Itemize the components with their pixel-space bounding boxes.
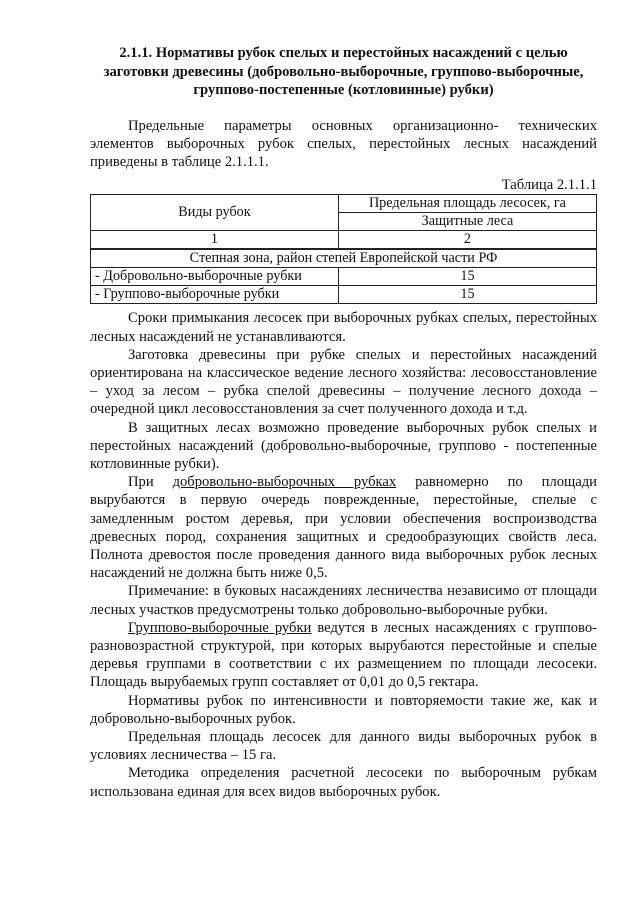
table-caption: Таблица 2.1.1.1	[501, 177, 597, 194]
intro-paragraph: Предельные параметры основных организационно- технических элементов выборочных рубок спелых, перестойных лесных насаждений приведены в таблице 2.1.1.1.	[90, 117, 597, 171]
term-selective-felling: добровольно-выборочных рубках	[172, 474, 397, 491]
paragraph-harvesting: Заготовка древесины при рубке спелых и перестойных насаждений ориентирована на классическое ведение лесного хозяйства: лесовосстановление – уход за лесом – рубка спелой древесины – получение лесного дохода – очередной цикл лесовосстановления за счет полученного дохода и т.д.	[90, 346, 597, 418]
row-max-area: 15	[338, 268, 596, 286]
text-run: При	[128, 474, 173, 491]
table-row	[91, 268, 597, 286]
felling-parameters-table	[90, 194, 597, 304]
document-page	[90, 44, 597, 801]
paragraph-protective-forests: В защитных лесах возможно проведение выборочных рубок спелых и перестойных насаждений (добровольно-выборочные, группово - постепенные котловинные рубки).	[90, 419, 597, 473]
paragraph-max-area: Предельная площадь лесосек для данного виды выборочных рубок в условиях лесничества – 15 га.	[90, 729, 597, 764]
zone-label: Степная зона, район степей Европейской части РФ	[91, 249, 597, 268]
header-protective-forests: Защитные леса	[338, 213, 596, 231]
row-felling-type: - Группово-выборочные рубки	[91, 286, 339, 304]
section-heading: 2.1.1. Нормативы рубок спелых и перестойных насаждений с целью заготовки древесины (добровольно-выборочные, группово-выборочные, группово-постепенные (котловинные) рубки)	[103, 45, 584, 99]
text-run: равномерно по площади вырубаются в первую очередь поврежденные, перестойные, спелые с замедленным ростом деревья, при условии обеспечения воспроизводства древесных пород, сохранения защитных и средообразующих свойств леса. Полнота древостоя после проведения данного вида выборочных рубок лесных насаждений не должна быть ниже 0,5.	[90, 474, 597, 582]
row-felling-type: - Добровольно-выборочные рубки	[91, 268, 339, 286]
paragraph-methodology: Методика определения расчетной лесосеки по выборочным рубкам использована единая для всех видов выборочных рубок.	[90, 765, 597, 800]
table-row	[91, 286, 597, 304]
header-felling-types: Виды рубок	[91, 195, 339, 231]
term-group-selective: Группово-выборочные рубки	[128, 619, 312, 636]
column-number-1: 1	[91, 231, 339, 250]
table-zone-row	[91, 249, 597, 268]
table-header-row	[91, 195, 597, 213]
paragraph-selective-felling	[90, 473, 597, 582]
paragraph-group-selective	[90, 619, 597, 692]
text-run: ведутся в лесных насаждениях с группово-разновозрастной структурой, при которых вырубаются перестойные и спелые деревья группами в соответствии с их размещением по площади лесосеки. Площадь вырубаемых групп составляет от 0,01 до 0,5 гектара.	[90, 619, 597, 691]
paragraph-adjacency: Сроки примыкания лесосек при выборочных рубках спелых, перестойных лесных насаждений не устанавливаются.	[90, 310, 597, 345]
paragraph-note: Примечание: в буковых насаждениях лесничества независимо от площади лесных участков предусмотрены только добровольно-выборочные рубки.	[90, 583, 597, 618]
column-number-2: 2	[338, 231, 596, 250]
row-max-area: 15	[338, 286, 596, 304]
header-max-area: Предельная площадь лесосек, га	[338, 195, 596, 213]
paragraph-norms: Нормативы рубок по интенсивности и повторяемости такие же, как и добровольно-выборочных рубок.	[90, 692, 597, 727]
table-number-row	[91, 231, 597, 250]
